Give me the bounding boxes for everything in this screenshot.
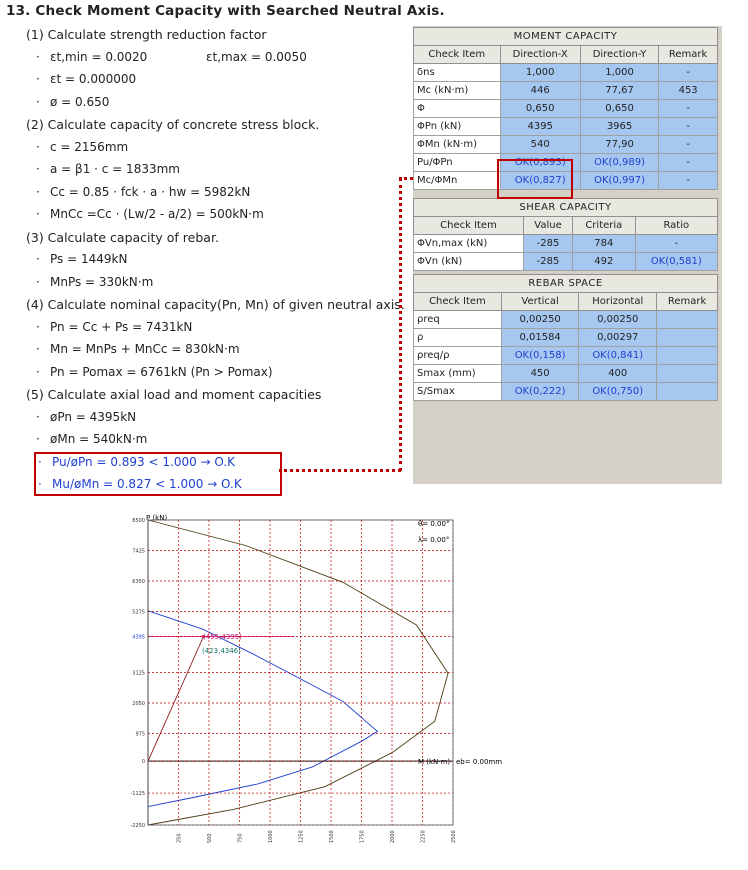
x-tick-label: 1500: [329, 830, 335, 843]
shear-header: Value: [523, 217, 572, 235]
pm-interaction-chart: [118, 510, 503, 855]
y-tick-label: 4395: [132, 634, 145, 641]
table-cell: [657, 311, 718, 329]
highlight-direction-x-ok: [497, 159, 573, 199]
table-row: [414, 100, 718, 118]
table-cell: 0,650: [500, 100, 580, 118]
rebar-caption: REBAR SPACE: [414, 275, 718, 293]
ps-line: · Ps = 1449kN: [36, 252, 128, 266]
moment-header: Direction-X: [500, 46, 580, 64]
table-cell: OK(0,841): [579, 347, 657, 365]
row-label: ρ: [414, 329, 502, 347]
table-row: [414, 365, 718, 383]
ok-axial-line: · Pu/øPn = 0.893 < 1.000 → O.K: [38, 455, 236, 469]
table-cell: -: [659, 64, 718, 82]
row-label: ΦPn (kN): [414, 118, 501, 136]
capacity-point-label: (455,4395): [203, 633, 242, 641]
table-cell: 784: [573, 235, 636, 253]
pn2-line: · Pn = Pomax = 6761kN (Pn > Pomax): [36, 365, 273, 379]
row-label: ΦVn (kN): [414, 253, 524, 271]
rebar-header: Remark: [657, 293, 718, 311]
x-tick-label: 1250: [298, 830, 305, 843]
table-row: [414, 253, 718, 271]
row-label: ΦMn (kN·m): [414, 136, 501, 154]
table-cell: 77,90: [580, 136, 658, 154]
ok-moment-line: · Mu/øMn = 0.827 < 1.000 → O.K: [38, 477, 242, 491]
y-tick-label: 5275: [132, 609, 145, 616]
table-row: [414, 64, 718, 82]
rebar-header: Vertical: [501, 293, 578, 311]
table-cell: 4395: [500, 118, 580, 136]
y-tick-label: 7425: [132, 548, 145, 555]
table-row: [414, 311, 718, 329]
table-cell: 1,000: [500, 64, 580, 82]
shear-header: Criteria: [573, 217, 636, 235]
step-1: (1) Calculate strength reduction factor: [26, 27, 267, 42]
y-tick-label: 0: [141, 759, 145, 766]
y-tick-label: 975: [135, 731, 145, 738]
phipn-line: · øPn = 4395kN: [36, 410, 137, 424]
x-axis-label: M (kN·m): [418, 758, 451, 766]
load-path-line: [148, 637, 204, 762]
table-cell: 453: [659, 82, 718, 100]
table-cell: 0,00250: [501, 311, 578, 329]
y-tick-label: 8500: [132, 518, 145, 524]
table-row: [414, 118, 718, 136]
row-label: Φ: [414, 100, 501, 118]
table-cell: 0,00250: [579, 311, 657, 329]
rebar-header: Horizontal: [579, 293, 657, 311]
cc-line: · Cc = 0.85 · fck · a · hw = 5982kN: [36, 185, 251, 199]
y-tick-label: 6350: [132, 579, 145, 585]
table-row: [414, 347, 718, 365]
table-cell: [657, 329, 718, 347]
phi-line: · ø = 0.650: [36, 95, 110, 109]
moment-header: Remark: [659, 46, 718, 64]
c-line: · c = 2156mm: [36, 140, 129, 154]
row-label: Mc (kN·m): [414, 82, 501, 100]
table-cell: 1,000: [580, 64, 658, 82]
y-axis-label: P (kN): [146, 514, 168, 522]
row-label: Smax (mm): [414, 365, 502, 383]
table-cell: 77,67: [580, 82, 658, 100]
table-cell: OK(0,222): [501, 383, 578, 401]
table-row: [414, 329, 718, 347]
table-cell: -: [635, 235, 717, 253]
y-tick-label: -1125: [130, 791, 145, 798]
a-line: · a = β1 · c = 1833mm: [36, 162, 180, 176]
legend-lambda: λ= 0.00°: [418, 536, 450, 544]
connector-line-bottom: [279, 469, 401, 472]
eccentricity-label: eb= 0.00mm: [456, 758, 503, 766]
table-cell: -285: [523, 235, 572, 253]
table-cell: 492: [573, 253, 636, 271]
step-5: (5) Calculate axial load and moment capacities: [26, 387, 322, 402]
step-2: (2) Calculate capacity of concrete stress block.: [26, 117, 320, 132]
row-label: δns: [414, 64, 501, 82]
eps-max-line: εt,max = 0.0050: [206, 50, 307, 64]
table-cell: [657, 383, 718, 401]
table-cell: OK(0,989): [580, 154, 658, 172]
row-label: ρreq/ρ: [414, 347, 502, 365]
table-cell: [657, 347, 718, 365]
x-tick-label: 500: [207, 833, 213, 843]
table-cell: 0,00297: [579, 329, 657, 347]
rebar-header: Check Item: [414, 293, 502, 311]
table-cell: 3965: [580, 118, 658, 136]
step-4: (4) Calculate nominal capacity(Pn, Mn) of given neutral axis.: [26, 297, 405, 312]
legend-theta: θ= 0.00°: [418, 520, 450, 528]
moment-header: Direction-Y: [580, 46, 658, 64]
table-cell: -: [659, 154, 718, 172]
table-cell: 446: [500, 82, 580, 100]
table-cell: OK(0,750): [579, 383, 657, 401]
mn-line: · Mn = MnPs + MnCc = 830kN·m: [36, 342, 240, 356]
table-row: [414, 235, 718, 253]
table-cell: OK(0,997): [580, 172, 658, 190]
table-cell: [657, 365, 718, 383]
load-point-label: (423,4346): [202, 647, 241, 655]
table-cell: 0,650: [580, 100, 658, 118]
table-row: [414, 383, 718, 401]
x-tick-label: 2250: [420, 830, 427, 843]
table-cell: OK(0,893): [500, 154, 580, 172]
table-cell: OK(0,827): [500, 172, 580, 190]
row-label: ρreq: [414, 311, 502, 329]
row-label: S/Smax: [414, 383, 502, 401]
rebar-space-table: [413, 274, 718, 401]
table-cell: -: [659, 136, 718, 154]
row-label: Mc/ΦMn: [414, 172, 501, 190]
table-cell: OK(0,581): [635, 253, 717, 271]
y-tick-label: 3125: [132, 670, 145, 677]
eps-t-line: · εt = 0.000000: [36, 72, 137, 86]
step-3: (3) Calculate capacity of rebar.: [26, 230, 219, 245]
table-cell: 0,01584: [501, 329, 578, 347]
x-tick-label: 750: [237, 833, 244, 843]
x-tick-label: 250: [176, 833, 183, 843]
moment-header: Check Item: [414, 46, 501, 64]
table-cell: 450: [501, 365, 578, 383]
phimn-line: · øMn = 540kN·m: [36, 432, 148, 446]
section-heading: 13. Check Moment Capacity with Searched Neutral Axis.: [6, 3, 445, 19]
connector-line-vertical: [399, 178, 402, 471]
shear-header: Check Item: [414, 217, 524, 235]
shear-capacity-table: [413, 198, 718, 271]
x-tick-label: 1750: [359, 830, 366, 843]
row-label: ΦVn,max (kN): [414, 235, 524, 253]
table-cell: -: [659, 118, 718, 136]
table-cell: 540: [500, 136, 580, 154]
mnps-line: · MnPs = 330kN·m: [36, 275, 154, 289]
mncc-line: · MnCc =Cc · (Lw/2 - a/2) = 500kN·m: [36, 207, 264, 221]
table-row: [414, 82, 718, 100]
x-tick-label: 2000: [390, 830, 396, 843]
table-cell: -: [659, 172, 718, 190]
row-label: Pu/ΦPn: [414, 154, 501, 172]
shear-header: Ratio: [635, 217, 717, 235]
y-tick-label: -2250: [130, 823, 145, 829]
y-tick-label: 2050: [132, 701, 145, 707]
table-cell: OK(0,158): [501, 347, 578, 365]
x-tick-label: 1000: [268, 830, 274, 843]
x-tick-label: 2500: [451, 830, 457, 843]
eps-min-line: · εt,min = 0.0020: [36, 50, 148, 64]
shear-caption: SHEAR CAPACITY: [414, 199, 718, 217]
table-cell: 400: [579, 365, 657, 383]
pn-line: · Pn = Cc + Ps = 7431kN: [36, 320, 193, 334]
table-cell: -: [659, 100, 718, 118]
moment-caption: MOMENT CAPACITY: [414, 28, 718, 46]
table-row: [414, 136, 718, 154]
table-cell: -285: [523, 253, 572, 271]
